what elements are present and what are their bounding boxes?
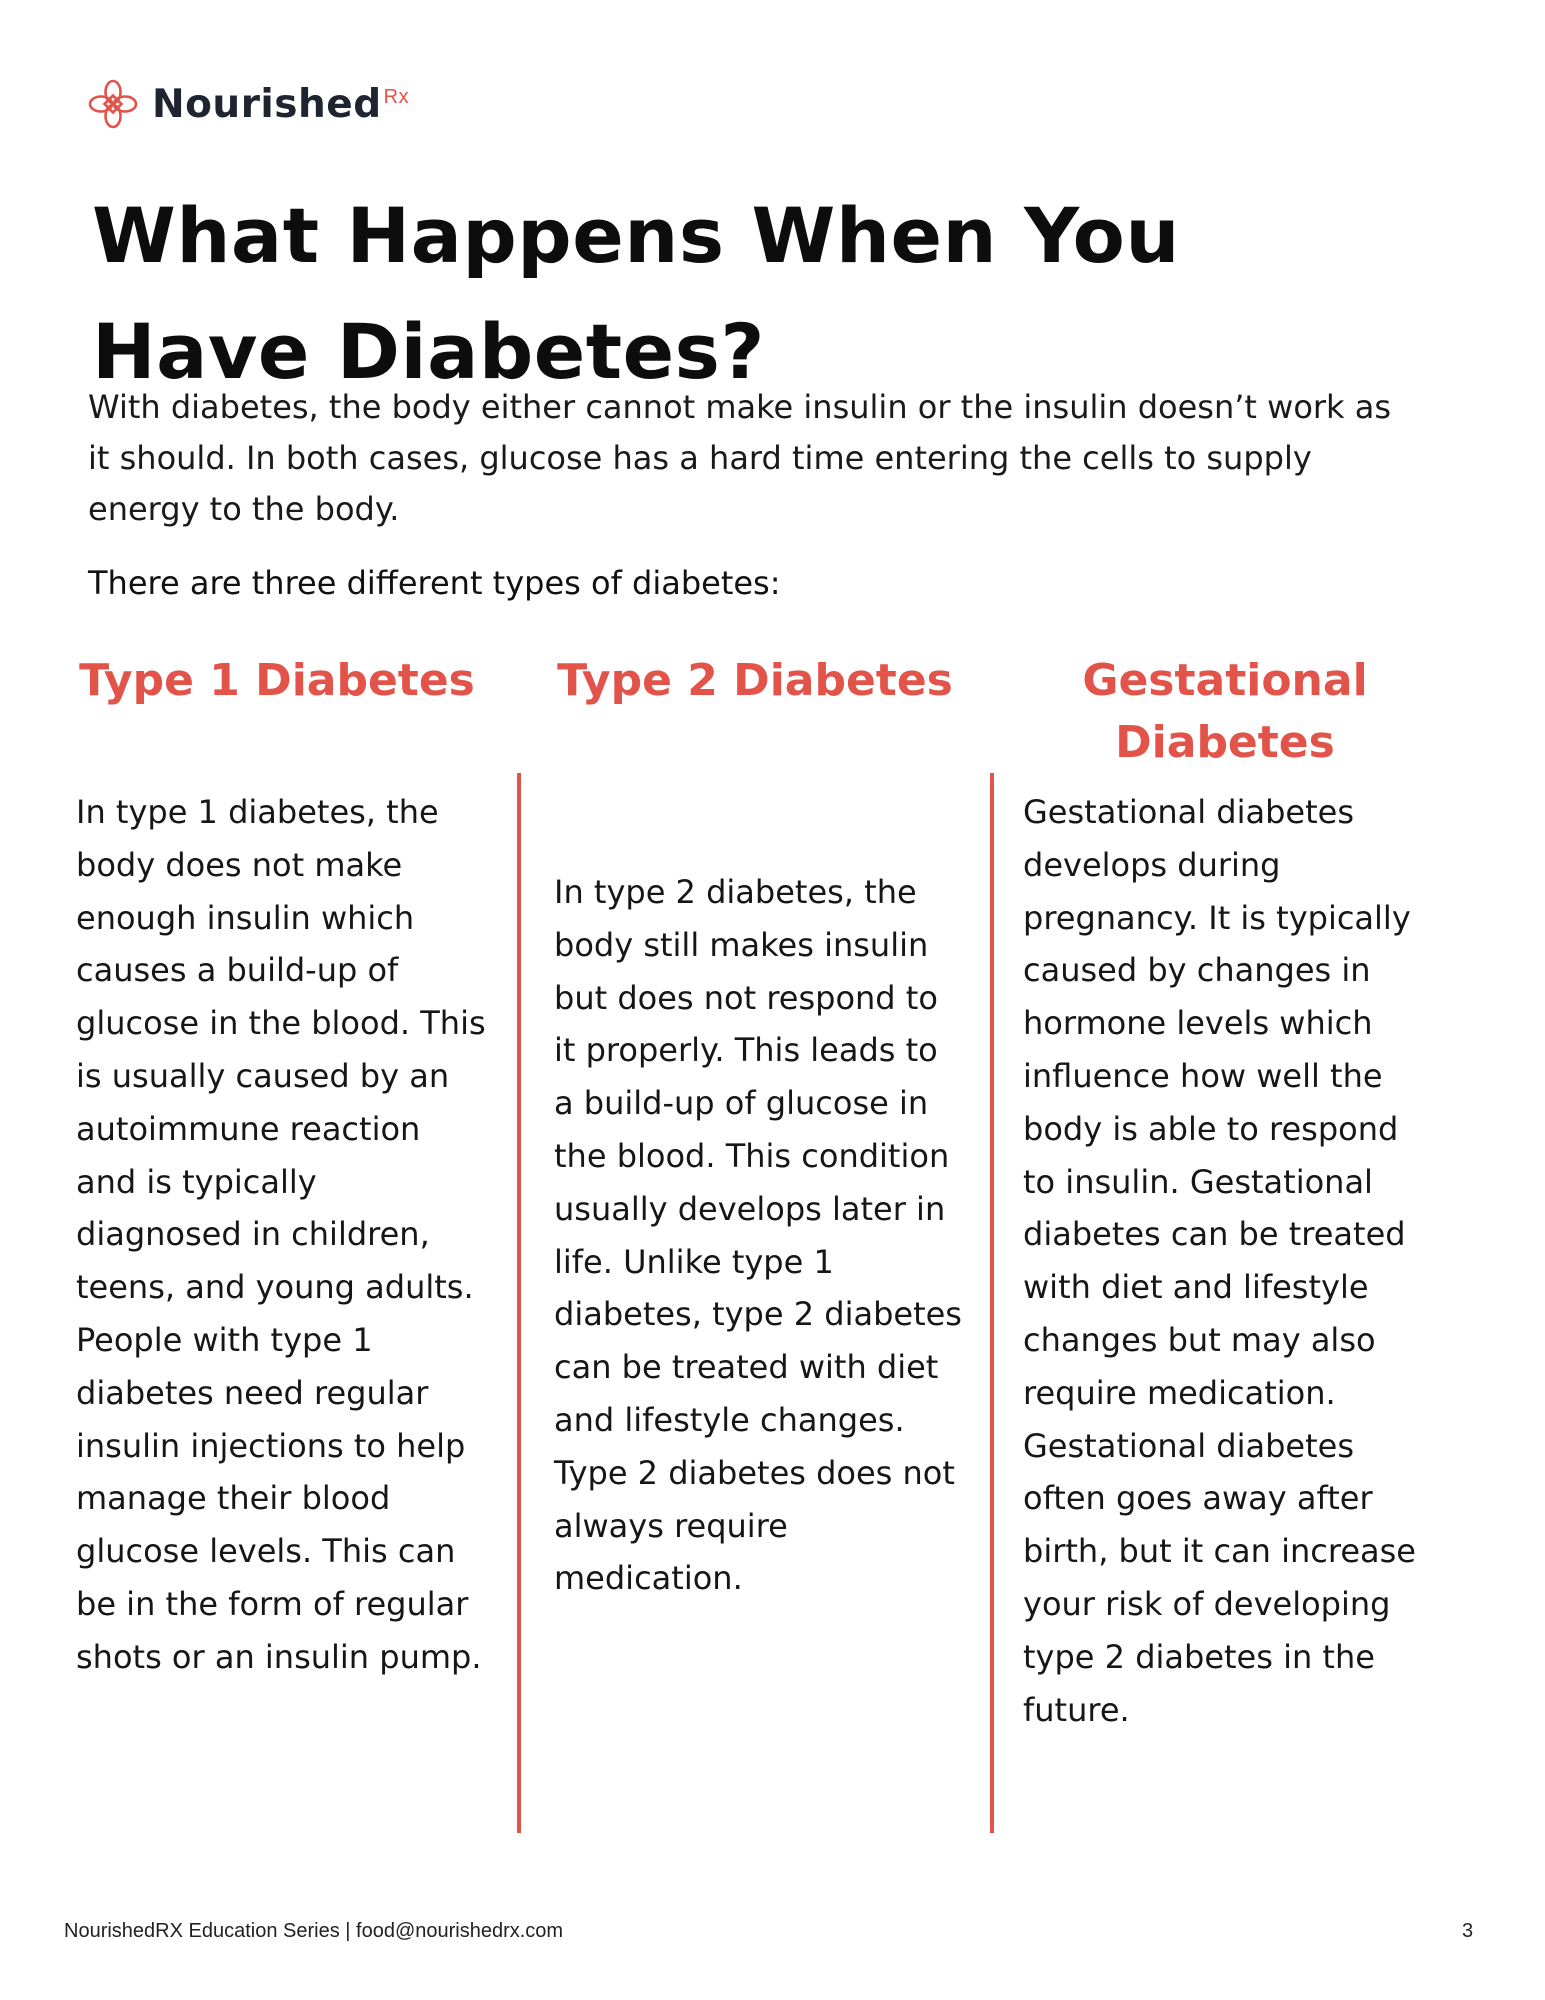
column-divider-2 [990,773,994,1833]
column-divider-1 [517,773,521,1833]
type2-description: In type 2 diabetes, the body still makes insulin but does not respond to it properly. This leads to a build-up of glucose in the blood. This condition usually develops later in life. Unlike type 1 diabetes, type 2 diabetes can be treated with diet and lifestyle changes. Type 2 diabetes does not always require medication. [554,873,962,1598]
brand-name [152,81,410,127]
intro-paragraph: With diabetes, the body either cannot make insulin or the insulin doesn’t work as it should. In both cases, glucose has a hard time entering the cells to supply energy to the body. [88,388,1392,528]
page-title: What Happens When You Have Diabetes? [92,191,1180,396]
flower-icon [86,77,140,131]
footer-info: NourishedRX Education Series | food@nourishedrx.com [64,1920,564,1942]
type2-heading: Type 2 Diabetes [557,655,953,706]
brand-name-text: Nourished [152,81,382,127]
brand-logo [86,76,409,132]
types-intro: There are three different types of diabetes: [88,564,781,602]
brand-suffix: Rx [383,85,410,108]
gestational-heading: Gestational Diabetes [1082,655,1368,768]
type1-heading: Type 1 Diabetes [79,655,475,706]
gestational-description: Gestational diabetes develops during pregnancy. It is typically caused by changes in hormone levels which influence how well the body is able to respond to insulin. Gestational diabetes can be treated with diet and lifestyle changes but may also require medication. Gestational diabetes often goes away after birth, but it can increase your risk of developing type 2 diabetes in the future. [1023,793,1416,1729]
page-number: 3 [1462,1920,1474,1942]
type1-description: In type 1 diabetes, the body does not make enough insulin which causes a build-up of glucose in the blood. This is usually caused by an autoimmune reaction and is typically diagnosed in children, teens, and young adults. People with type 1 diabetes need regular insulin injections to help manage their blood glucose levels. This can be in the form of regular shots or an insulin pump. [76,793,486,1676]
